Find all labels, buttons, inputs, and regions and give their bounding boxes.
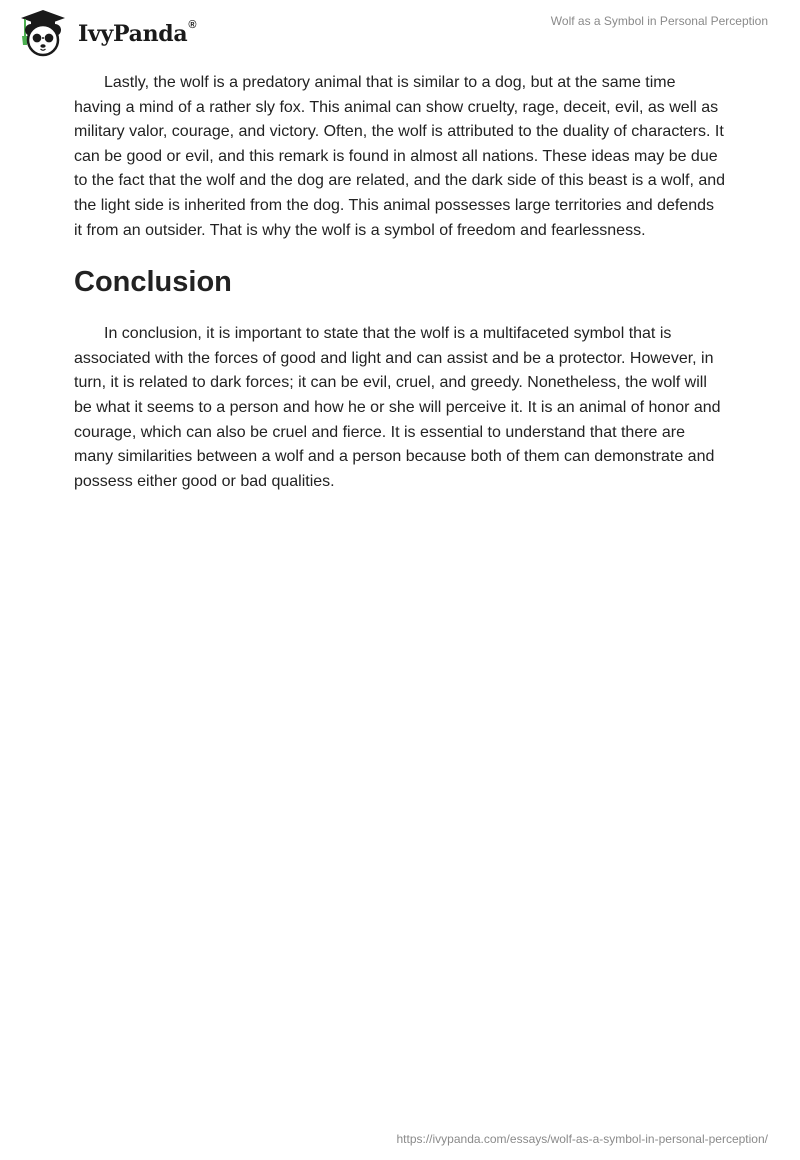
registered-mark: ® bbox=[188, 19, 197, 31]
page-header bbox=[0, 0, 800, 64]
body-paragraph: In conclusion, it is important to state that the wolf is a multifaceted symbol that is associated with the forces of good and light and can assist and be a protector. However, in turn, it is related to dark forces; it can be evil, cruel, and greedy. Nonetheless, the wolf will be what it seems to a person and how he or she will perceive it. It is an animal of honor and courage, which can also be cruel and fierce. It is essential to understand that there are many similarities between a wolf and a person because both of them can demonstrate and possess either good or bad qualities. bbox=[74, 325, 721, 490]
brand-name: IvyPanda® bbox=[78, 19, 197, 47]
essay-body bbox=[74, 71, 726, 494]
panda-graduate-icon bbox=[14, 8, 74, 58]
source-url[interactable]: https://ivypanda.com/essays/wolf-as-a-symbol-in-personal-perception/ bbox=[396, 1132, 768, 1146]
brand-logo[interactable] bbox=[14, 8, 196, 58]
body-paragraph: Lastly, the wolf is a predatory animal that is similar to a dog, but at the same time having a mind of a rather sly fox. This animal can show cruelty, rage, deceit, evil, as well as military valor, courage, and victory. Often, the wolf is attributed to the duality of characters. It can be good or evil, and this remark is found in almost all nations. These ideas may be due to the fact that the wolf and the dog are related, and the dark side of this beast is a wolf, and the light side is inherited from the dog. This animal possesses large territories and defends it from an outsider. That is why the wolf is a symbol of freedom and fearlessness. bbox=[74, 74, 726, 239]
document-title: Wolf as a Symbol in Personal Perception bbox=[550, 14, 768, 28]
section-heading: Conclusion bbox=[74, 266, 232, 299]
